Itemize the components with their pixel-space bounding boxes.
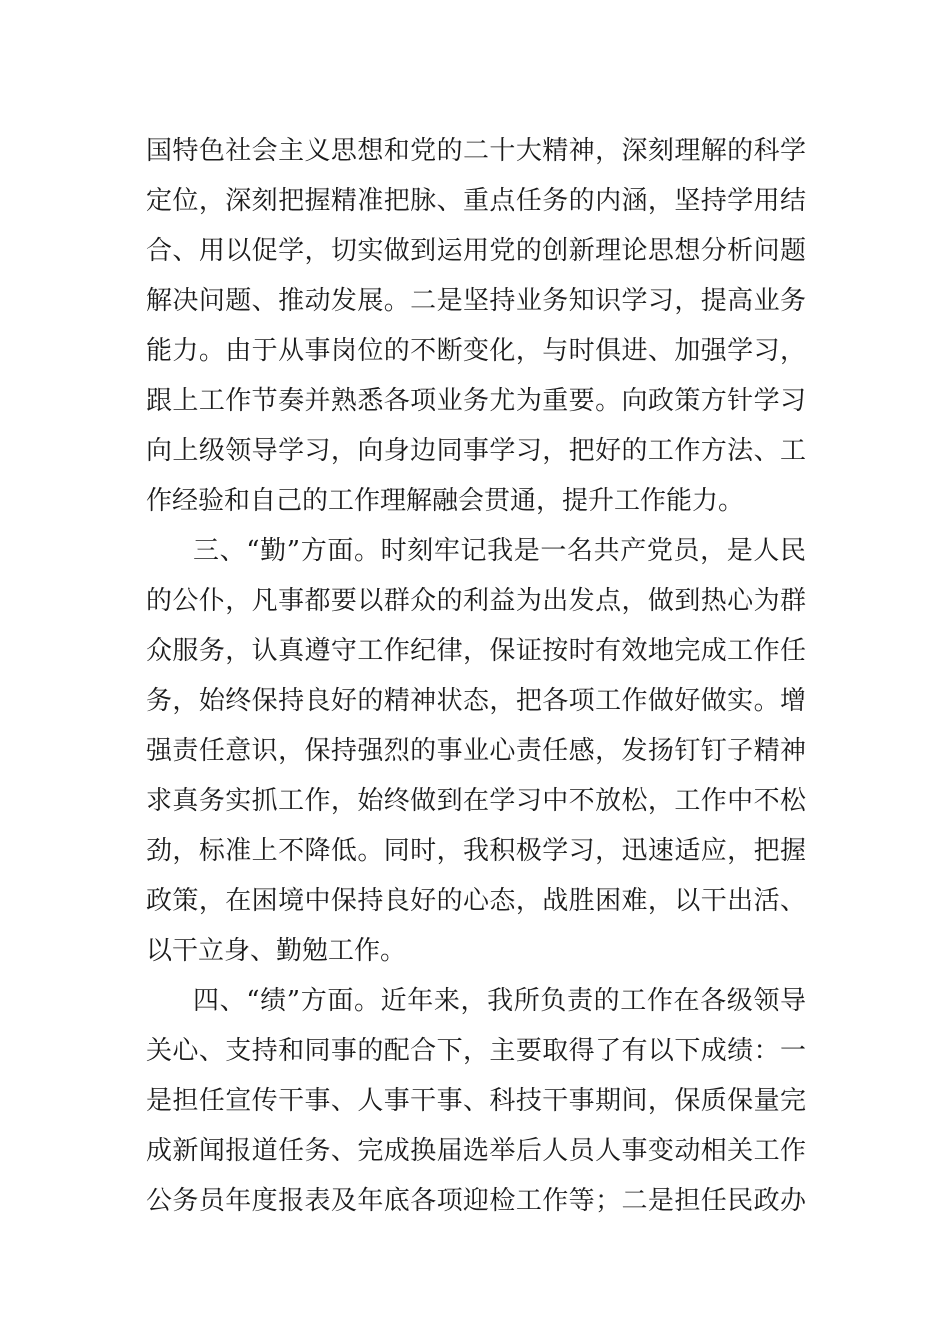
text-line: 的公仆，凡事都要以群众的利益为出发点，做到热心为群 xyxy=(146,586,806,616)
text-line: 公务员年度报表及年底各项迎检工作等；二是担任民政办 xyxy=(146,1186,806,1216)
text-line: 解决问题、推动发展。二是坚持业务知识学习，提高业务 xyxy=(146,286,806,316)
text-line: 成新闻报道任务、完成换届选举后人员人事变动相关工作 xyxy=(146,1136,806,1166)
text-line: 求真务实抓工作，始终做到在学习中不放松，工作中不松 xyxy=(146,786,806,816)
text-line: 跟上工作节奏并熟悉各项业务尤为重要。向政策方针学习 xyxy=(146,386,806,416)
text-line: 强责任意识，保持强烈的事业心责任感，发扬钉钉子精神 xyxy=(146,736,806,766)
text-line: 关心、支持和同事的配合下，主要取得了有以下成绩：一 xyxy=(146,1036,806,1066)
paragraph-start-line: 四、“绩”方面。近年来，我所负责的工作在各级领导 xyxy=(193,986,806,1016)
text-line: 国特色社会主义思想和党的二十大精神，深刻理解的科学 xyxy=(146,136,806,166)
paragraph-start-line: 三、“勤”方面。时刻牢记我是一名共产党员，是人民 xyxy=(193,536,806,566)
text-line: 定位，深刻把握精准把脉、重点任务的内涵，坚持学用结 xyxy=(146,186,806,216)
text-line: 劲，标准上不降低。同时，我积极学习，迅速适应，把握 xyxy=(146,836,806,866)
text-line: 作经验和自己的工作理解融会贯通，提升工作能力。 xyxy=(146,486,745,516)
text-line: 务，始终保持良好的精神状态，把各项工作做好做实。增 xyxy=(146,686,806,716)
text-line: 合、用以促学，切实做到运用党的创新理论思想分析问题 xyxy=(146,236,806,266)
text-line: 众服务，认真遵守工作纪律，保证按时有效地完成工作任 xyxy=(146,636,806,666)
text-line: 能力。由于从事岗位的不断变化，与时俱进、加强学习， xyxy=(146,336,806,366)
text-line: 是担任宣传干事、人事干事、科技干事期间，保质保量完 xyxy=(146,1086,806,1116)
text-line: 向上级领导学习，向身边同事学习，把好的工作方法、工 xyxy=(146,436,806,466)
text-line: 以干立身、勤勉工作。 xyxy=(146,936,407,966)
text-line: 政策，在困境中保持良好的心态，战胜困难，以干出活、 xyxy=(146,886,806,916)
